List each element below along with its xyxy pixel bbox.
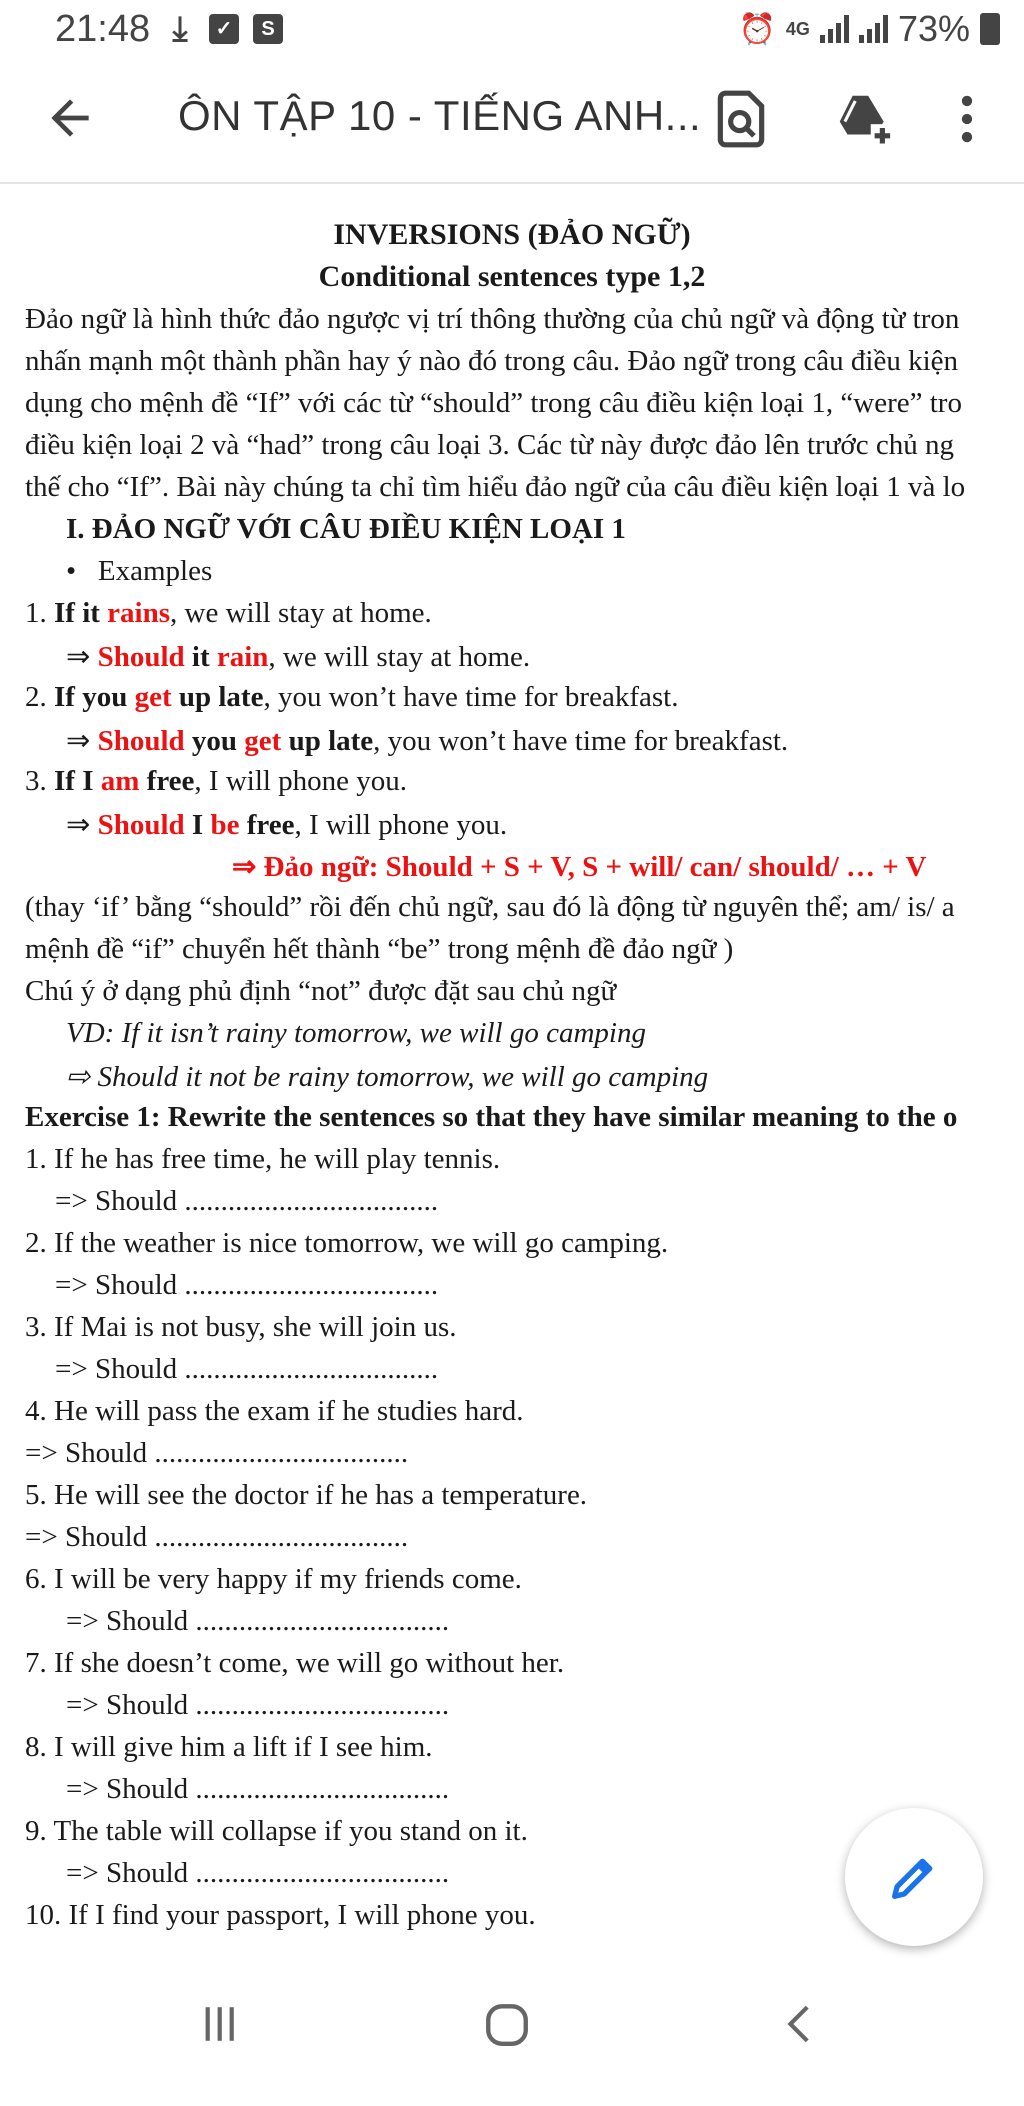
exercise-title: Exercise 1: Rewrite the sentences so that they have similar meaning to the o bbox=[25, 1101, 958, 1133]
answer-line: => Should ................................... bbox=[66, 1773, 450, 1805]
status-time: 21:48 bbox=[55, 8, 151, 50]
section-heading: I. ĐẢO NGỮ VỚI CÂU ĐIỀU KIỆN LOẠI 1 bbox=[66, 513, 626, 545]
document-title: ÔN TẬP 10 - TIẾNG ANH... bbox=[178, 92, 702, 139]
exercise-item: 4. He will pass the exam if he studies hard. bbox=[25, 1395, 524, 1427]
answer-line: => Should ................................... bbox=[66, 1605, 450, 1637]
exercise-item: 8. I will give him a lift if I see him. bbox=[25, 1731, 433, 1763]
add-to-drive-icon[interactable] bbox=[832, 88, 894, 150]
signal-icon bbox=[859, 15, 888, 43]
exercise-item: 5. He will see the doctor if he has a temperature. bbox=[25, 1479, 588, 1511]
answer-line: => Should ................................... bbox=[55, 1269, 439, 1301]
battery-icon bbox=[980, 13, 1000, 45]
download-icon: ⤓ bbox=[172, 10, 188, 48]
app-bar bbox=[0, 62, 1024, 184]
exercise-item: 10. If I find your passport, I will phone you. bbox=[25, 1899, 536, 1931]
edit-button[interactable] bbox=[845, 1808, 983, 1946]
intro-line: thế cho “If”. Bài này chúng ta chỉ tìm hiểu đảo ngữ của câu điều kiện loại 1 và lo bbox=[25, 471, 966, 503]
check-box-icon: ✓ bbox=[209, 14, 239, 44]
example-2: 2. If you get up late, you won’t have time for breakfast. bbox=[25, 681, 679, 713]
back-icon[interactable] bbox=[776, 2000, 824, 2048]
exercise-item: 2. If the weather is nice tomorrow, we will go camping. bbox=[25, 1227, 669, 1259]
more-vert-icon[interactable] bbox=[936, 88, 998, 150]
signal-icon bbox=[820, 15, 849, 43]
back-arrow-icon[interactable] bbox=[42, 90, 98, 146]
s-app-icon: S bbox=[253, 14, 283, 44]
answer-line: => Should ................................... bbox=[55, 1353, 439, 1385]
answer-line: => Should ................................... bbox=[66, 1689, 450, 1721]
network-type: 4G bbox=[785, 18, 810, 39]
example-vd: VD: If it isn’t rainy tomorrow, we will go camping bbox=[66, 1017, 646, 1049]
note-line: (thay ‘if’ bằng “should” rồi đến chủ ngữ, sau đó là động từ nguyên thể; am/ is/ a bbox=[25, 891, 955, 923]
example-3: 3. If I am free, I will phone you. bbox=[25, 765, 408, 797]
battery-level: 73% bbox=[897, 8, 970, 49]
search-document-icon[interactable] bbox=[710, 88, 772, 150]
recents-icon[interactable] bbox=[196, 2000, 244, 2048]
answer-line: => Should ................................... bbox=[25, 1437, 409, 1469]
exercise-item: 1. If he has free time, he will play tennis. bbox=[25, 1143, 501, 1175]
home-icon[interactable] bbox=[482, 2000, 532, 2050]
navigation-bar bbox=[0, 1960, 1024, 2106]
heading-conditional: Conditional sentences type 1,2 bbox=[318, 260, 706, 293]
example-3-inversion: ⇒ Should I be free, I will phone you. bbox=[66, 809, 508, 841]
example-vd-result: ⇨ Should it not be rainy tomorrow, we will go camping bbox=[66, 1061, 709, 1093]
note-line: mệnh đề “if” chuyển hết thành “be” trong mệnh đề đảo ngữ ) bbox=[25, 933, 734, 965]
exercise-item: 9. The table will collapse if you stand on it. bbox=[25, 1815, 528, 1847]
status-bar bbox=[0, 0, 1024, 62]
answer-line: => Should ................................... bbox=[55, 1185, 439, 1217]
exercise-item: 6. I will be very happy if my friends come. bbox=[25, 1563, 522, 1595]
intro-line: điều kiện loại 2 và “had” trong câu loại 3. Các từ này được đảo lên trước chủ ng bbox=[25, 429, 954, 461]
edit-pencil-icon bbox=[885, 1848, 943, 1906]
note-line: Chú ý ở dạng phủ định “not” được đặt sau chủ ngữ bbox=[25, 975, 617, 1007]
intro-line: Đảo ngữ là hình thức đảo ngược vị trí thông thường của chủ ngữ và động từ tron bbox=[25, 303, 960, 335]
answer-line: => Should ................................... bbox=[25, 1521, 409, 1553]
example-2-inversion: ⇒ Should you get up late, you won’t have time for breakfast. bbox=[66, 725, 789, 757]
exercise-item: 3. If Mai is not busy, she will join us. bbox=[25, 1311, 457, 1343]
example-1: 1. If it rains, we will stay at home. bbox=[25, 597, 432, 629]
examples-label: • Examples bbox=[66, 555, 213, 587]
document-page bbox=[0, 185, 1024, 1960]
alarm-icon: ⏰ bbox=[738, 12, 776, 46]
heading-inversions: INVERSIONS (ĐẢO NGỮ) bbox=[333, 218, 691, 251]
example-1-inversion: ⇒ Should it rain, we will stay at home. bbox=[66, 641, 531, 673]
intro-line: nhấn mạnh một thành phần hay ý nào đó trong câu. Đảo ngữ trong câu điều kiện bbox=[25, 345, 959, 377]
intro-line: dụng cho mệnh đề “If” với các từ “should” trong câu điều kiện loại 1, “were” tro bbox=[25, 387, 962, 419]
answer-line: => Should ................................... bbox=[66, 1857, 450, 1889]
formula: ⇒ Đảo ngữ: Should + S + V, S + will/ can/ should/ … + V bbox=[232, 851, 927, 883]
exercise-item: 7. If she doesn’t come, we will go without her. bbox=[25, 1647, 565, 1679]
